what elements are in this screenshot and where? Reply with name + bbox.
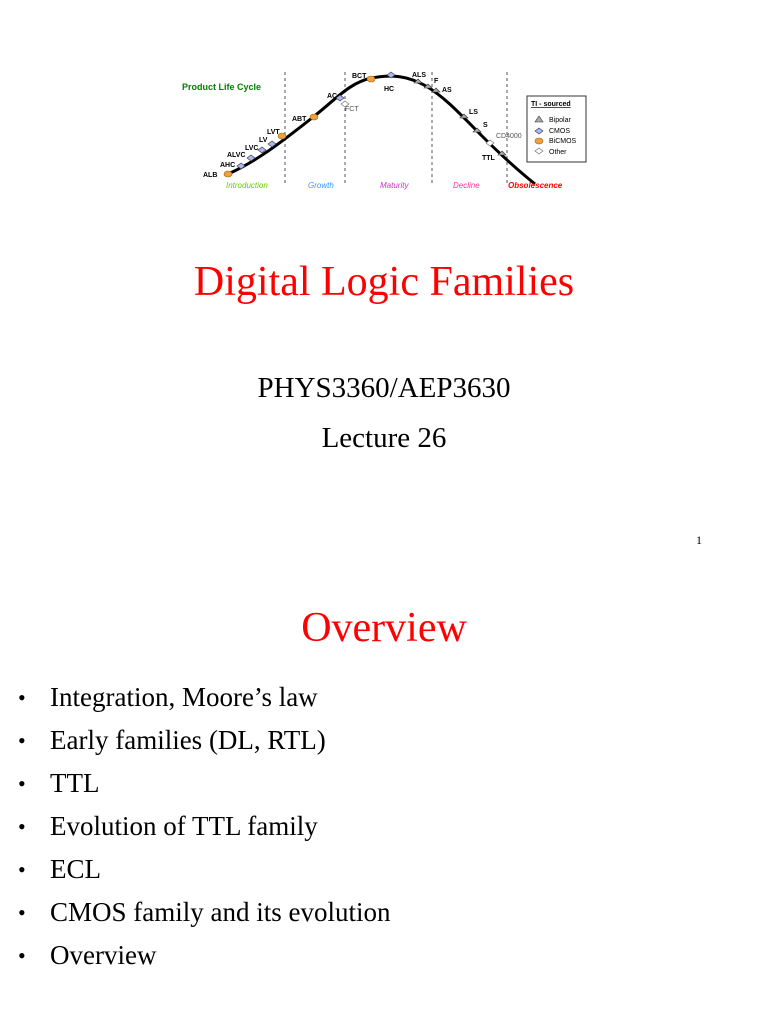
label-f: F — [434, 78, 439, 85]
list-item — [18, 848, 391, 891]
label-alvc: ALVC — [227, 152, 246, 159]
bullet-icon: • — [18, 814, 26, 839]
bullet-text: Integration, Moore’s law — [50, 682, 318, 712]
bullet-list — [18, 676, 391, 977]
marker-bct — [367, 76, 375, 82]
bullet-icon: • — [18, 900, 26, 925]
label-bct: BCT — [352, 73, 367, 80]
phase-obsolescence: Obsolescence — [508, 181, 563, 190]
label-ttl: TTL — [482, 155, 495, 162]
legend-cmos: CMOS — [549, 128, 570, 135]
legend-bipolar: Bipolar — [549, 117, 571, 124]
label-fct: FCT — [345, 106, 359, 113]
marker-alb — [224, 171, 232, 177]
bullet-icon: • — [18, 728, 26, 753]
bullet-text: Early families (DL, RTL) — [50, 725, 326, 755]
product-life-cycle-chart — [0, 0, 768, 200]
phase-maturity: Maturity — [380, 181, 409, 190]
label-lv: LV — [259, 137, 268, 144]
label-s: S — [483, 122, 488, 129]
legend-bicmos: BiCMOS — [549, 138, 577, 145]
label-lvc: LVC — [245, 145, 259, 152]
list-item — [18, 676, 391, 719]
bullet-icon: • — [18, 771, 26, 796]
bullet-text: Overview — [50, 940, 157, 970]
bullet-text: Evolution of TTL family — [50, 811, 318, 841]
phase-labels — [226, 181, 563, 190]
chart-title: Product Life Cycle — [182, 82, 262, 92]
phase-decline: Decline — [453, 181, 480, 190]
overview-slide — [0, 560, 768, 1024]
phase-growth: Growth — [308, 181, 334, 190]
label-lvt: LVT — [267, 129, 280, 136]
list-item — [18, 934, 391, 977]
list-item — [18, 891, 391, 934]
bullet-text: CMOS family and its evolution — [50, 897, 391, 927]
page-number: 1 — [696, 533, 702, 547]
legend-title: TI - sourced — [531, 101, 571, 108]
list-item — [18, 762, 391, 805]
legend-other: Other — [549, 149, 567, 156]
slide-title: Overview — [301, 605, 467, 651]
label-abt: ABT — [292, 116, 307, 123]
label-cd4000: CD4000 — [496, 133, 522, 140]
bullet-icon: • — [18, 943, 26, 968]
bullet-text: ECL — [50, 854, 101, 884]
slide-title: Digital Logic Families — [193, 259, 575, 305]
label-als: ALS — [412, 72, 426, 79]
bullet-icon: • — [18, 685, 26, 710]
label-as: AS — [442, 87, 452, 94]
label-hc: HC — [384, 86, 395, 93]
legend-bicmos-icon — [535, 138, 543, 144]
course-code: PHYS3360/AEP3630 — [257, 372, 511, 404]
label-alb: ALB — [203, 172, 218, 179]
label-ac: AC — [327, 93, 338, 100]
family-markers — [224, 72, 506, 177]
label-ahc: AHC — [220, 162, 236, 169]
list-item — [18, 805, 391, 848]
list-item — [18, 719, 391, 762]
marker-abt — [310, 114, 318, 120]
bullet-icon: • — [18, 857, 26, 882]
phase-introduction: Introduction — [226, 181, 268, 190]
lecture-number: Lecture 26 — [321, 422, 447, 454]
label-ls: LS — [469, 109, 478, 116]
bullet-text: TTL — [50, 768, 100, 798]
